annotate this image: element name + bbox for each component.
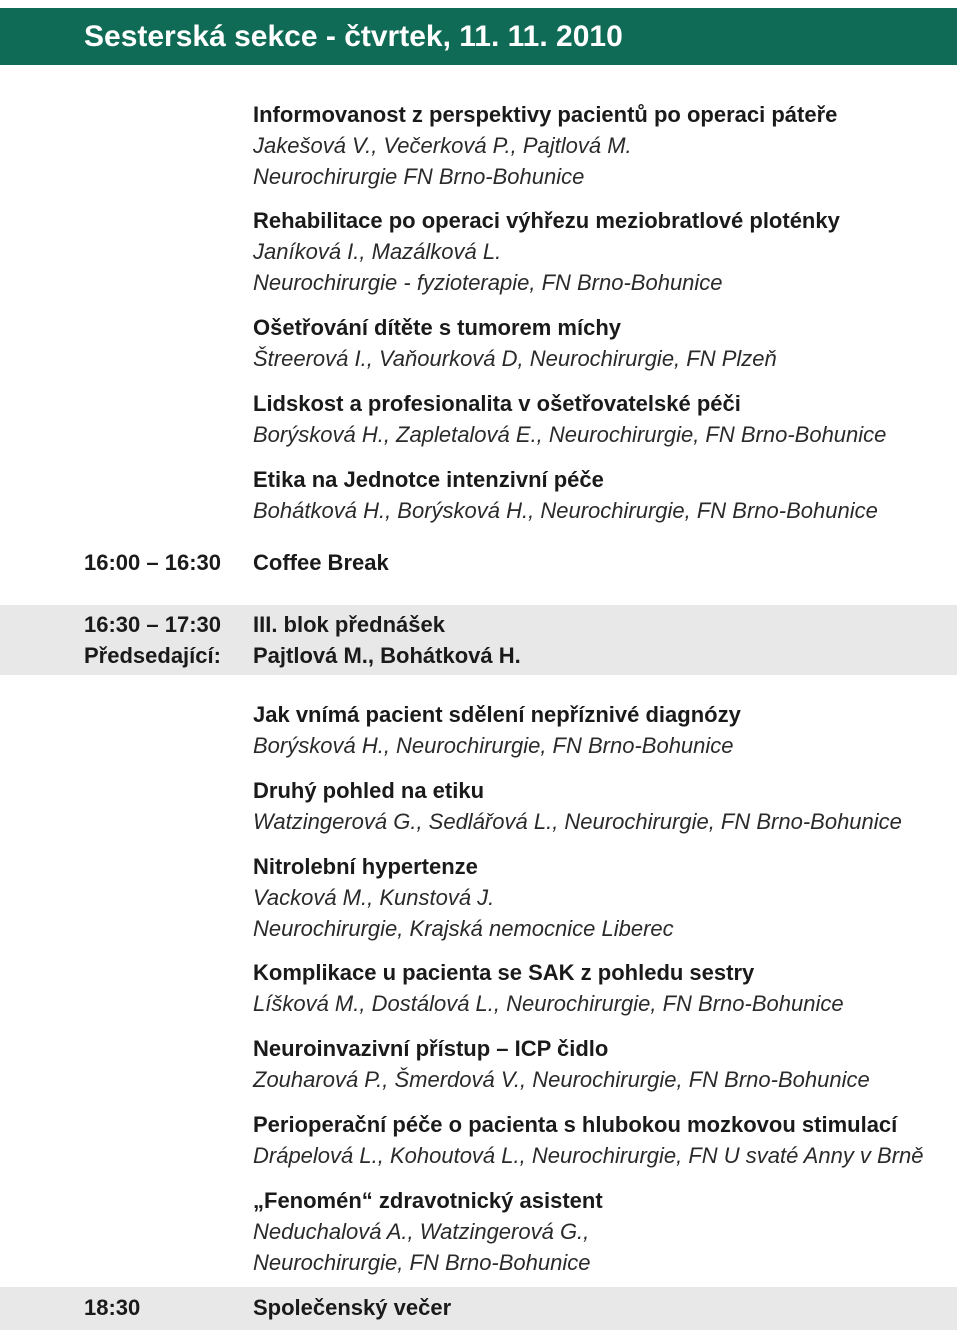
talk-item — [253, 1185, 958, 1278]
talk-title: Informovanost z perspektivy pacientů po operaci páteře — [253, 102, 838, 127]
talk-affiliation: Neurochirurgie, Krajská nemocnice Liberec — [253, 916, 674, 941]
talk-item — [253, 388, 958, 450]
talk-item — [253, 1109, 958, 1171]
page-title: Sesterská sekce - čtvrtek, 11. 11. 2010 — [84, 20, 623, 53]
talk-authors: Jakešová V., Večerková P., Pajtlová M. — [253, 133, 632, 158]
social-label: Společenský večer — [253, 1295, 452, 1320]
talk-title: Jak vnímá pacient sdělení nepříznivé diagnózy — [253, 702, 741, 727]
page-header — [0, 8, 957, 65]
talk-authors: Štreerová I., Vaňourková D, Neurochirurgie, FN Plzeň — [253, 346, 777, 371]
talk-authors: Zouharová P., Šmerdová V., Neurochirurgie, FN Brno-Bohunice — [253, 1067, 870, 1092]
talk-authors: Borýsková H., Neurochirurgie, FN Brno-Bohunice — [253, 733, 734, 758]
talk-item — [253, 851, 958, 944]
social-time: 18:30 — [84, 1295, 141, 1320]
coffee-time: 16:00 – 16:30 — [84, 550, 221, 575]
talk-item — [253, 464, 958, 526]
talk-authors: Borýsková H., Zapletalová E., Neurochirurgie, FN Brno-Bohunice — [253, 422, 887, 447]
chair-names: Pajtlová M., Bohátková H. — [253, 643, 521, 668]
talk-authors: Drápelová L., Kohoutová L., Neurochirurgie, FN U svaté Anny v Brně — [253, 1143, 924, 1168]
talk-title: Perioperační péče o pacienta s hlubokou mozkovou stimulací — [253, 1112, 898, 1137]
coffee-label: Coffee Break — [253, 550, 389, 575]
talk-item — [253, 205, 958, 298]
session-label: III. blok přednášek — [253, 612, 445, 637]
talk-item — [253, 312, 958, 374]
talk-authors: Neduchalová A., Watzingerová G., — [253, 1219, 590, 1244]
social-band — [0, 1287, 957, 1330]
talk-title: Rehabilitace po operaci výhřezu meziobratlové ploténky — [253, 208, 840, 233]
talk-authors: Vacková M., Kunstová J. — [253, 885, 495, 910]
session-time: 16:30 – 17:30 — [84, 612, 221, 637]
talk-item — [253, 99, 958, 192]
talk-title: Neuroinvazivní přístup – ICP čidlo — [253, 1036, 609, 1061]
talk-item — [253, 957, 958, 1019]
talk-title: Druhý pohled na etiku — [253, 778, 485, 803]
talk-item — [253, 699, 958, 761]
talk-authors: Bohátková H., Borýsková H., Neurochirurgie, FN Brno-Bohunice — [253, 498, 878, 523]
chair-label: Předsedající: — [84, 643, 221, 668]
talk-affiliation: Neurochirurgie, FN Brno-Bohunice — [253, 1250, 591, 1275]
talk-affiliation: Neurochirurgie FN Brno-Bohunice — [253, 164, 585, 189]
talk-authors: Líšková M., Dostálová L., Neurochirurgie, FN Brno-Bohunice — [253, 991, 844, 1016]
talk-affiliation: Neurochirurgie - fyzioterapie, FN Brno-Bohunice — [253, 270, 723, 295]
talk-title: Lidskost a profesionalita v ošetřovatelské péči — [253, 391, 741, 416]
talk-authors: Janíková I., Mazálková L. — [253, 239, 502, 264]
session-band — [0, 605, 957, 675]
talk-title: Nitrolební hypertenze — [253, 854, 478, 879]
talk-title: „Fenomén“ zdravotnický asistent — [253, 1188, 603, 1213]
talk-item — [253, 1033, 958, 1095]
talk-title: Etika na Jednotce intenzivní péče — [253, 467, 604, 492]
talk-authors: Watzingerová G., Sedlářová L., Neurochirurgie, FN Brno-Bohunice — [253, 809, 902, 834]
talk-item — [253, 775, 958, 837]
talk-title: Ošetřování dítěte s tumorem míchy — [253, 315, 621, 340]
talk-title: Komplikace u pacienta se SAK z pohledu sestry — [253, 960, 755, 985]
